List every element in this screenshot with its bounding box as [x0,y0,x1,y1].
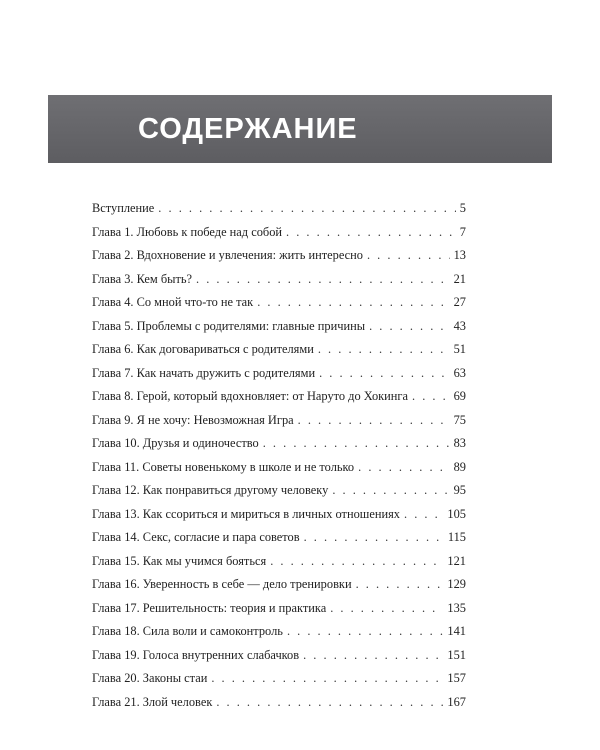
toc-entry-title: Вступление [92,201,155,215]
toc-page-number: 105 [447,506,466,521]
toc-entry-title: Глава 20. Законы стаи [92,671,208,685]
toc-entry-title: Глава 10. Друзья и одиночество [92,436,259,450]
toc-dot-leader [358,457,449,477]
toc-entry [92,692,466,716]
toc-entry [92,386,466,410]
toc-dot-leader [318,339,450,359]
toc-entry-title: Глава 5. Проблемы с родителями: главные причины [92,318,366,333]
toc-entry-title: Глава 21. Злой человек [92,694,213,709]
toc-entry [92,339,466,363]
toc-dot-leader [286,222,456,242]
toc-entry [92,269,466,293]
toc-dot-leader [211,668,443,688]
toc-page-number: 157 [447,671,466,685]
toc-page-number: 13 [453,248,466,262]
toc-entry [92,316,466,340]
toc-dot-leader [287,621,443,641]
toc-entry [92,480,466,504]
toc-entry-title: Глава 13. Как ссориться и мириться в личных отношениях [92,506,400,521]
toc-entry [92,198,466,222]
toc-entry-title: Глава 11. Советы новенькому в школе и не только [92,459,355,474]
toc-entry-title: Глава 8. Герой, который вдохновляет: от Наруто до Хокинга [92,389,409,403]
toc-page-number: 129 [447,577,466,591]
toc-entry-title: Глава 15. Как мы учимся бояться [92,553,267,568]
toc-entry [92,598,466,622]
toc-entry-title: Глава 1. Любовь к победе над собой [92,224,283,239]
toc-entry-title: Глава 19. Голоса внутренних слабачков [92,647,300,662]
toc-entry [92,245,466,269]
toc-dot-leader [404,504,443,524]
toc-dot-leader [270,551,443,571]
toc-dot-leader [356,574,444,594]
toc-entry-title: Глава 6. Как договариваться с родителями [92,342,314,356]
toc-entry [92,621,466,645]
toc-dot-leader [367,245,450,265]
toc-entry [92,504,466,528]
toc-dot-leader [257,292,449,312]
toc-page-number: 83 [453,436,466,450]
page-title: СОДЕРЖАНИЕ [138,113,358,145]
toc-entry-title: Глава 2. Вдохновение и увлечения: жить интересно [92,248,363,262]
toc-dot-leader [263,433,450,453]
toc-page-number: 95 [453,483,466,497]
toc-entry-title: Глава 17. Решительность: теория и практика [92,600,327,615]
toc-page-number: 27 [453,295,466,309]
toc-dot-leader [196,269,450,289]
toc-entry [92,574,466,598]
toc-entry [92,410,466,434]
toc-entry-title: Глава 14. Секс, согласие и пара советов [92,530,300,544]
toc-entry [92,645,466,669]
toc-entry [92,551,466,575]
toc-dot-leader [298,410,450,430]
toc-entry-title: Глава 18. Сила воли и самоконтроль [92,624,283,638]
toc-page-number: 69 [453,389,466,403]
toc-page-number: 151 [447,647,466,662]
toc-page-number: 167 [447,694,466,709]
toc-dot-leader [304,527,444,547]
toc-entry-title: Глава 16. Уверенность в себе — дело тренировки [92,577,352,591]
toc-dot-leader [216,692,443,712]
table-of-contents [92,198,466,715]
toc-dot-leader [158,198,456,218]
toc-entry [92,363,466,387]
toc-page-number: 63 [453,365,466,380]
toc-page-number: 43 [453,318,466,333]
toc-dot-leader [303,645,443,665]
toc-dot-leader [330,598,443,618]
toc-dot-leader [369,316,450,336]
toc-dot-leader [319,363,450,383]
toc-dot-leader [412,386,450,406]
toc-page-number: 121 [447,553,466,568]
toc-page-number: 135 [447,600,466,615]
toc-entry-title: Глава 7. Как начать дружить с родителями [92,365,316,380]
toc-entry [92,292,466,316]
toc-page-number: 89 [453,459,466,474]
toc-entry-title: Глава 3. Кем быть? [92,271,193,286]
toc-entry-title: Глава 4. Со мной что-то не так [92,295,254,309]
toc-page-number: 115 [447,530,466,544]
toc-dot-leader [332,480,449,500]
toc-page-number: 51 [453,342,466,356]
toc-page-number: 75 [453,412,466,427]
toc-entry-title: Глава 9. Я не хочу: Невозможная Игра [92,412,294,427]
toc-entry [92,527,466,551]
toc-page-number: 5 [459,201,466,215]
toc-page-number: 21 [453,271,466,286]
toc-entry [92,222,466,246]
toc-entry [92,433,466,457]
toc-page-number: 141 [447,624,466,638]
toc-entry-title: Глава 12. Как понравиться другому человеку [92,483,329,497]
toc-entry [92,457,466,481]
toc-page-number: 7 [459,224,466,239]
toc-entry [92,668,466,692]
